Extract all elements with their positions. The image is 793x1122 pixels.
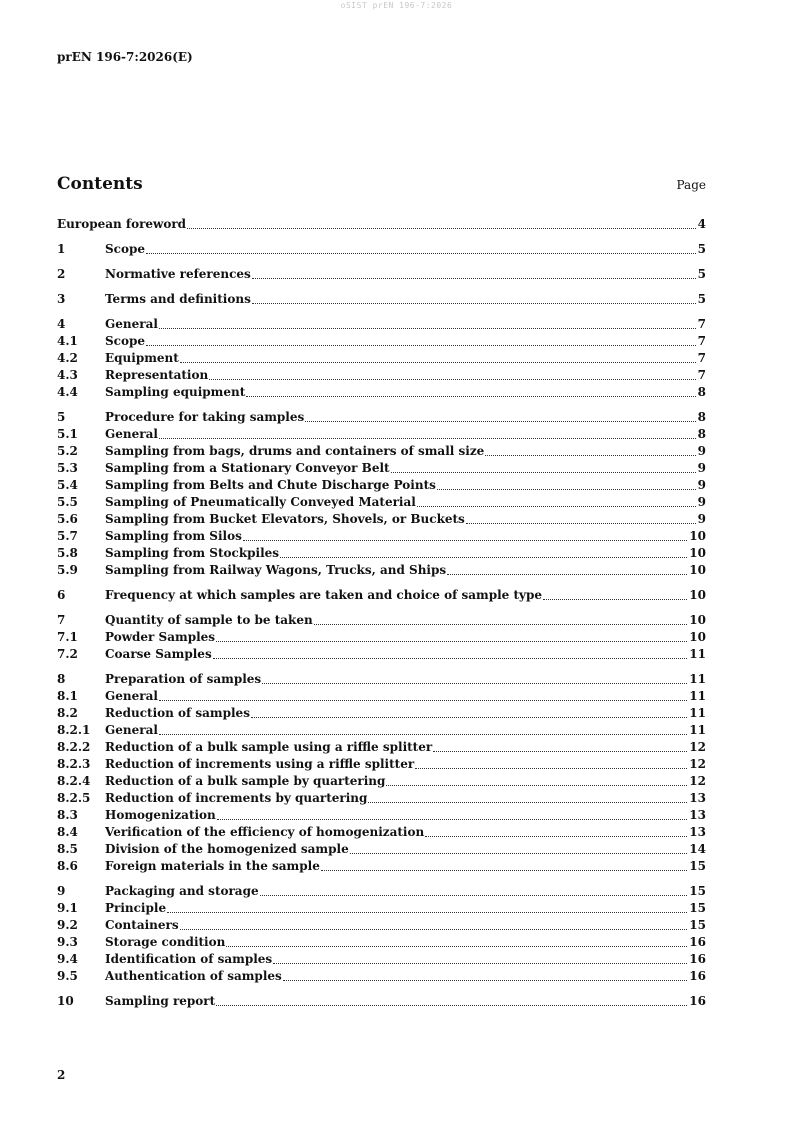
toc-entry-page: 15 [689,918,706,932]
toc-entry[interactable] [57,883,706,900]
toc-entry-page: 5 [697,267,706,281]
dot-leader [146,345,696,346]
toc-entry-page: 9 [697,495,706,509]
toc-entry-page: 9 [697,461,706,475]
toc-entry-number: 5 [57,410,66,424]
table-of-contents [57,216,706,1010]
toc-entry-title[interactable]: European foreword [57,217,187,231]
toc-entry[interactable] [57,951,706,968]
toc-entry-number: 5.4 [57,478,78,492]
toc-entry-title[interactable]: Reduction of samples [105,706,250,720]
toc-entry-title[interactable]: General [105,689,158,703]
toc-entry-title[interactable]: Reduction of increments using a riffle splitter [105,757,415,771]
toc-entry-page: 10 [689,563,706,577]
toc-entry[interactable] [57,562,706,579]
toc-entry-title[interactable]: Reduction of a bulk sample using a riffle splitter [105,740,433,754]
toc-entry[interactable] [57,900,706,917]
dot-leader [146,253,696,254]
toc-entry[interactable] [57,316,706,333]
toc-entry-number: 8.1 [57,689,78,703]
dot-leader [425,836,687,837]
toc-entry-page: 10 [689,613,706,627]
toc-entry[interactable] [57,968,706,985]
toc-entry[interactable] [57,824,706,841]
dot-leader [246,396,695,397]
dot-leader [433,751,687,752]
toc-entry-page: 11 [689,647,706,661]
dot-leader [305,421,695,422]
toc-entry-title[interactable]: General [105,723,158,737]
toc-entry-page: 15 [689,859,706,873]
toc-entry-number: 5.2 [57,444,78,458]
toc-entry-title[interactable]: Sampling report [105,994,216,1008]
toc-entry-page: 11 [689,706,706,720]
dot-leader [243,540,687,541]
toc-entry-number: 8.2 [57,706,78,720]
toc-entry-number: 5.1 [57,427,78,441]
dot-leader [273,963,687,964]
toc-entry-number: 5.6 [57,512,78,526]
toc-entry[interactable] [57,671,706,688]
toc-entry-title[interactable]: Coarse Samples [105,647,212,661]
toc-entry[interactable] [57,612,706,629]
dot-leader [252,303,696,304]
toc-entry-title[interactable]: Foreign materials in the sample [105,859,320,873]
dot-leader [415,768,687,769]
toc-entry-page: 15 [689,884,706,898]
toc-entry-number: 9.5 [57,969,78,983]
dot-leader [252,278,696,279]
toc-entry[interactable] [57,629,706,646]
toc-entry-page: 11 [689,723,706,737]
toc-entry-title[interactable]: Terms and definitions [105,292,251,306]
toc-entry[interactable] [57,241,706,258]
toc-entry[interactable] [57,587,706,604]
toc-entry-title[interactable]: Sampling equipment [105,385,246,399]
toc-entry-title[interactable]: Division of the homogenized sample [105,842,349,856]
toc-entry-page: 5 [697,242,706,256]
toc-entry-page: 8 [697,427,706,441]
dot-leader [350,853,688,854]
toc-entry[interactable] [57,722,706,739]
toc-entry-title[interactable]: Powder Samples [105,630,216,644]
toc-entry-page: 5 [697,292,706,306]
toc-entry[interactable] [57,739,706,756]
toc-entry-number: 9.1 [57,901,78,915]
toc-entry[interactable] [57,333,706,350]
toc-entry-page: 7 [697,334,706,348]
toc-entry-title[interactable]: Procedure for taking samples [105,410,305,424]
toc-entry-page: 10 [689,529,706,543]
dot-leader [226,946,687,947]
toc-entry-number: 2 [57,267,66,281]
dot-leader [437,489,696,490]
dot-leader [417,506,696,507]
toc-entry[interactable] [57,756,706,773]
toc-entry-title[interactable]: Equipment [105,351,179,365]
toc-entry[interactable] [57,511,706,528]
toc-entry-title[interactable]: Reduction of increments by quartering [105,791,368,805]
toc-entry-title[interactable]: Scope [105,242,146,256]
dot-leader [262,683,687,684]
toc-entry-page: 13 [689,791,706,805]
toc-entry-page: 12 [689,757,706,771]
toc-entry[interactable] [57,841,706,858]
toc-entry-number: 7.1 [57,630,78,644]
toc-entry-number: 5.9 [57,563,78,577]
toc-entry-page: 13 [689,808,706,822]
toc-entry-number: 8.2.4 [57,774,91,788]
toc-entry-number: 6 [57,588,66,602]
dot-leader [159,438,696,439]
toc-entry-page: 10 [689,588,706,602]
dot-leader [386,785,687,786]
toc-entry[interactable] [57,934,706,951]
toc-entry-title[interactable]: Sampling from Stockpiles [105,546,280,560]
toc-entry-number: 5.3 [57,461,78,475]
toc-entry-number: 10 [57,994,74,1008]
toc-entry[interactable] [57,858,706,875]
dot-leader [283,980,688,981]
toc-entry[interactable] [57,384,706,401]
toc-entry-title[interactable]: Packaging and storage [105,884,259,898]
toc-entry-number: 9 [57,884,66,898]
toc-entry-page: 10 [689,546,706,560]
toc-entry[interactable] [57,705,706,722]
toc-entry-number: 1 [57,242,66,256]
toc-entry-page: 4 [697,217,706,231]
dot-leader [280,557,687,558]
toc-entry-title[interactable]: Sampling from Bucket Elevators, Shovels, or Buckets [105,512,465,526]
dot-leader [217,819,688,820]
toc-entry-title[interactable]: Normative references [105,267,251,281]
page-column-label: Page [676,178,706,192]
toc-entry-title[interactable]: Identification of samples [105,952,273,966]
toc-entry-number: 8.2.5 [57,791,91,805]
toc-entry-page: 13 [689,825,706,839]
toc-entry-page: 7 [697,317,706,331]
toc-entry-number: 4.4 [57,385,78,399]
toc-entry[interactable] [57,409,706,426]
toc-entry-number: 9.2 [57,918,78,932]
dot-leader [447,574,687,575]
toc-entry[interactable] [57,646,706,663]
toc-entry-page: 15 [689,901,706,915]
toc-entry-page: 7 [697,351,706,365]
toc-entry-page: 10 [689,630,706,644]
dot-leader [216,1005,687,1006]
toc-entry[interactable] [57,291,706,308]
dot-leader [466,523,696,524]
document-id: prEN 196-7:2026(E) [57,50,193,64]
toc-entry-number: 8.5 [57,842,78,856]
dot-leader [216,641,687,642]
toc-entry-number: 9.4 [57,952,78,966]
toc-entry-title[interactable]: Scope [105,334,146,348]
toc-entry-page: 9 [697,512,706,526]
toc-entry-number: 4 [57,317,66,331]
toc-entry-title[interactable]: Containers [105,918,179,932]
toc-entry-number: 4.2 [57,351,78,365]
toc-entry-number: 3 [57,292,66,306]
toc-entry-number: 8.2.3 [57,757,91,771]
toc-entry[interactable] [57,216,706,233]
toc-entry-title[interactable]: Homogenization [105,808,216,822]
toc-entry[interactable] [57,350,706,367]
toc-entry-number: 8.4 [57,825,78,839]
toc-entry-number: 9.3 [57,935,78,949]
toc-entry[interactable] [57,460,706,477]
dot-leader [159,700,687,701]
toc-entry-page: 9 [697,478,706,492]
toc-entry-page: 16 [689,935,706,949]
toc-entry[interactable] [57,494,706,511]
toc-entry-page: 16 [689,969,706,983]
toc-entry-number: 5.8 [57,546,78,560]
toc-entry-title[interactable]: Sampling from Belts and Chute Discharge Points [105,478,436,492]
toc-entry-number: 7 [57,613,66,627]
toc-entry[interactable] [57,266,706,283]
toc-entry-title[interactable]: Principle [105,901,167,915]
toc-entry[interactable] [57,917,706,934]
dot-leader [187,228,696,229]
toc-entry-number: 8.2.1 [57,723,91,737]
dot-leader [167,912,687,913]
toc-entry[interactable] [57,773,706,790]
toc-entry-number: 5.7 [57,529,78,543]
toc-entry-page: 12 [689,740,706,754]
toc-entry-number: 8.6 [57,859,78,873]
dot-leader [180,929,688,930]
toc-entry-page: 11 [689,689,706,703]
dot-leader [209,379,695,380]
toc-entry[interactable] [57,367,706,384]
toc-entry[interactable] [57,545,706,562]
toc-entry[interactable] [57,528,706,545]
toc-entry-page: 16 [689,952,706,966]
dot-leader [391,472,696,473]
dot-leader [543,599,687,600]
toc-entry[interactable] [57,688,706,705]
toc-entry-title[interactable]: Sampling from Silos [105,529,242,543]
dot-leader [485,455,695,456]
toc-entry-page: 9 [697,444,706,458]
toc-entry-title[interactable]: Sampling from bags, drums and containers of small size [105,444,485,458]
toc-entry-number: 5.5 [57,495,78,509]
watermark: oSIST prEN 196-7:2026 [340,1,453,10]
toc-entry-page: 14 [689,842,706,856]
dot-leader [159,328,696,329]
dot-leader [159,734,687,735]
toc-entry-title[interactable]: Storage condition [105,935,226,949]
toc-entry-title[interactable]: Sampling of Pneumatically Conveyed Material [105,495,416,509]
toc-entry-number: 4.3 [57,368,78,382]
toc-entry[interactable] [57,426,706,443]
toc-entry-page: 12 [689,774,706,788]
toc-entry[interactable] [57,993,706,1010]
toc-entry-title[interactable]: Verification of the efficiency of homogenization [105,825,425,839]
toc-entry-number: 8 [57,672,66,686]
toc-entry-title[interactable]: General [105,317,158,331]
toc-entry-title[interactable]: Preparation of samples [105,672,262,686]
dot-leader [213,658,688,659]
toc-entry[interactable] [57,477,706,494]
page-number: 2 [57,1068,66,1082]
toc-entry-title[interactable]: Reduction of a bulk sample by quartering [105,774,386,788]
contents-heading: Contents [57,174,143,194]
toc-entry-number: 8.2.2 [57,740,91,754]
toc-entry[interactable] [57,790,706,807]
toc-entry-page: 11 [689,672,706,686]
toc-entry[interactable] [57,807,706,824]
toc-entry-title[interactable]: Sampling from Railway Wagons, Trucks, and Ships [105,563,447,577]
toc-entry-title[interactable]: Quantity of sample to be taken [105,613,313,627]
toc-entry-title[interactable]: Representation [105,368,209,382]
toc-entry-title[interactable]: General [105,427,158,441]
toc-entry[interactable] [57,443,706,460]
dot-leader [321,870,687,871]
dot-leader [180,362,696,363]
toc-entry-page: 16 [689,994,706,1008]
toc-entry-title[interactable]: Sampling from a Stationary Conveyor Belt [105,461,390,475]
toc-entry-page: 7 [697,368,706,382]
toc-entry-page: 8 [697,385,706,399]
dot-leader [260,895,688,896]
toc-entry-title[interactable]: Authentication of samples [105,969,282,983]
dot-leader [368,802,687,803]
toc-entry-number: 4.1 [57,334,78,348]
dot-leader [314,624,688,625]
toc-entry-number: 8.3 [57,808,78,822]
toc-entry-page: 8 [697,410,706,424]
toc-entry-title[interactable]: Frequency at which samples are taken and choice of sample type [105,588,542,602]
dot-leader [251,717,687,718]
toc-entry-number: 7.2 [57,647,78,661]
